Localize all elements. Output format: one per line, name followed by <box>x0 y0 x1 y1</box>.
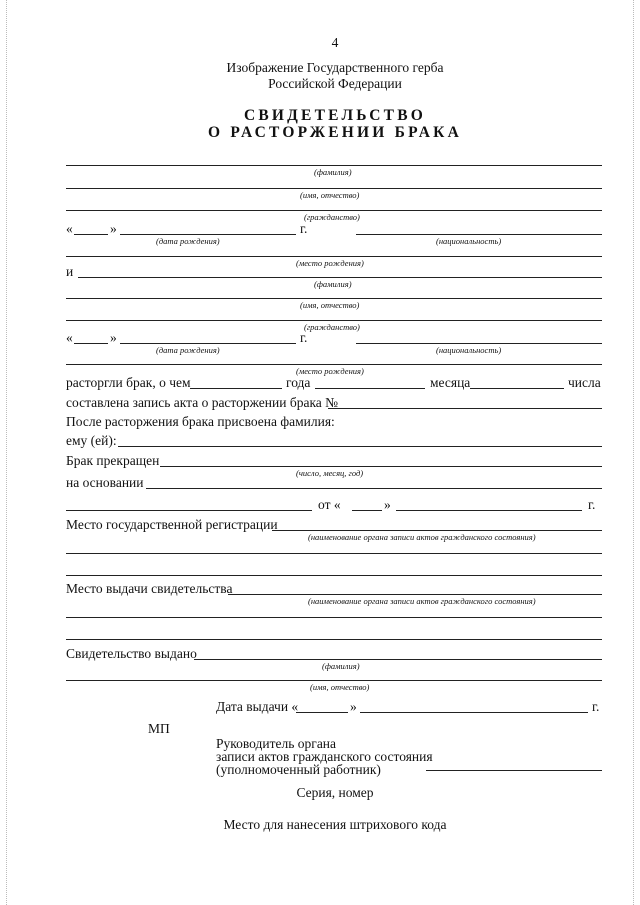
divorce-month-line <box>315 388 425 389</box>
surname-1-caption: (фамилия) <box>314 167 352 177</box>
nationality-2-line <box>356 343 602 344</box>
month-word: месяца <box>430 375 471 390</box>
issued-to-surname-caption: (фамилия) <box>322 661 360 671</box>
birth-place-2-caption: (место рождения) <box>296 366 364 376</box>
new-surname-line <box>118 446 602 447</box>
issue-place-line <box>228 594 602 595</box>
signature-line <box>426 770 602 771</box>
surname-1-line <box>66 165 602 166</box>
registration-place-line-2 <box>66 553 602 554</box>
page-number: 4 <box>331 35 339 50</box>
on-basis-text: на основании <box>66 475 144 490</box>
and-conjunction: и <box>66 264 74 279</box>
basis-from-text: от « <box>318 497 341 512</box>
citizenship-1-line <box>66 210 602 211</box>
divorce-day-line <box>470 388 564 389</box>
issued-to-name-line <box>66 680 602 681</box>
registration-place-line-3 <box>66 575 602 576</box>
birth-day-1-close-quote: » <box>110 221 117 236</box>
nationality-1-caption: (национальность) <box>436 236 502 246</box>
registration-office-caption: (наименование органа записи актов гражданского состояния) <box>308 532 536 542</box>
record-number-prefix: составлена запись акта о расторжении брака № <box>66 395 339 410</box>
issue-place-line-2 <box>66 617 602 618</box>
emblem-caption-line2: Российской Федерации <box>268 76 402 91</box>
basis-year-suffix: г. <box>588 497 596 512</box>
name-1-line <box>66 188 602 189</box>
issue-place-line-3 <box>66 639 602 640</box>
series-number: Серия, номер <box>296 785 374 800</box>
head-title-line1: Руководитель органа <box>216 736 337 751</box>
to-whom-text: ему (ей): <box>66 433 117 448</box>
head-title-line3: (уполномоченный работник) <box>216 762 381 777</box>
divorce-year-line <box>190 388 282 389</box>
citizenship-1-caption: (гражданство) <box>304 212 360 222</box>
issue-month-year-line <box>360 712 588 713</box>
stamp-place: МП <box>148 721 170 736</box>
nationality-2-caption: (национальность) <box>436 345 502 355</box>
surname-2-line <box>78 277 602 278</box>
barcode-placeholder: Место для нанесения штрихового кода <box>223 817 447 832</box>
emblem-caption-line1: Изображение Государственного герба <box>226 60 444 75</box>
birth-month-year-2-line <box>120 343 296 344</box>
birth-day-2-open-quote: « <box>66 330 73 345</box>
citizenship-2-line <box>66 320 602 321</box>
divorced-prefix: расторгли брак, о чем <box>66 375 191 390</box>
issue-date-label: Дата выдачи « <box>216 699 299 714</box>
birth-month-year-1-line <box>120 234 296 235</box>
issue-office-caption: (наименование органа записи актов гражданского состояния) <box>308 596 536 606</box>
record-number-line <box>328 408 602 409</box>
name-2-caption: (имя, отчество) <box>300 300 360 310</box>
date-format-caption: (число, месяц, год) <box>296 468 364 478</box>
document-title-line1: СВИДЕТЕЛЬСТВО <box>243 107 426 124</box>
issued-to-label: Свидетельство выдано <box>66 646 197 661</box>
birth-place-1-caption: (место рождения) <box>296 258 364 268</box>
basis-day-line <box>352 510 382 511</box>
birth-day-2-line <box>74 343 108 344</box>
registration-place-line <box>272 530 602 531</box>
issue-date-close-quote: » <box>350 699 357 714</box>
issue-place-label: Место выдачи свидетельства <box>66 581 233 596</box>
birth-year-2-suffix: г. <box>300 330 308 345</box>
issue-day-line <box>296 712 348 713</box>
basis-close-quote: » <box>384 497 391 512</box>
birth-date-1-caption: (дата рождения) <box>156 236 220 246</box>
basis-continuation-line <box>66 510 312 511</box>
registration-place-label: Место государственной регистрации <box>66 517 278 532</box>
marriage-ended-text: Брак прекращен <box>66 453 160 468</box>
basis-month-year-line <box>396 510 582 511</box>
issued-to-name-caption: (имя, отчество) <box>310 682 370 692</box>
marriage-ended-date-line <box>160 466 602 467</box>
birth-day-2-close-quote: » <box>110 330 117 345</box>
issue-year-suffix: г. <box>592 699 600 714</box>
birth-date-2-caption: (дата рождения) <box>156 345 220 355</box>
birth-place-2-line <box>66 364 602 365</box>
basis-line <box>146 488 602 489</box>
day-word: числа <box>568 375 601 390</box>
after-divorce-text: После расторжения брака присвоена фамилия: <box>66 414 335 429</box>
citizenship-2-caption: (гражданство) <box>304 322 360 332</box>
document-title-line2: О РАСТОРЖЕНИИ БРАКА <box>207 124 462 141</box>
birth-day-1-line <box>74 234 108 235</box>
name-1-caption: (имя, отчество) <box>300 190 360 200</box>
head-title-line2: записи актов гражданского состояния <box>216 749 433 764</box>
birth-year-1-suffix: г. <box>300 221 308 236</box>
surname-2-caption: (фамилия) <box>314 279 352 289</box>
year-word: года <box>286 375 311 390</box>
nationality-1-line <box>356 234 602 235</box>
issued-to-surname-line <box>194 659 602 660</box>
birth-day-1-open-quote: « <box>66 221 73 236</box>
name-2-line <box>66 298 602 299</box>
birth-place-1-line <box>66 256 602 257</box>
